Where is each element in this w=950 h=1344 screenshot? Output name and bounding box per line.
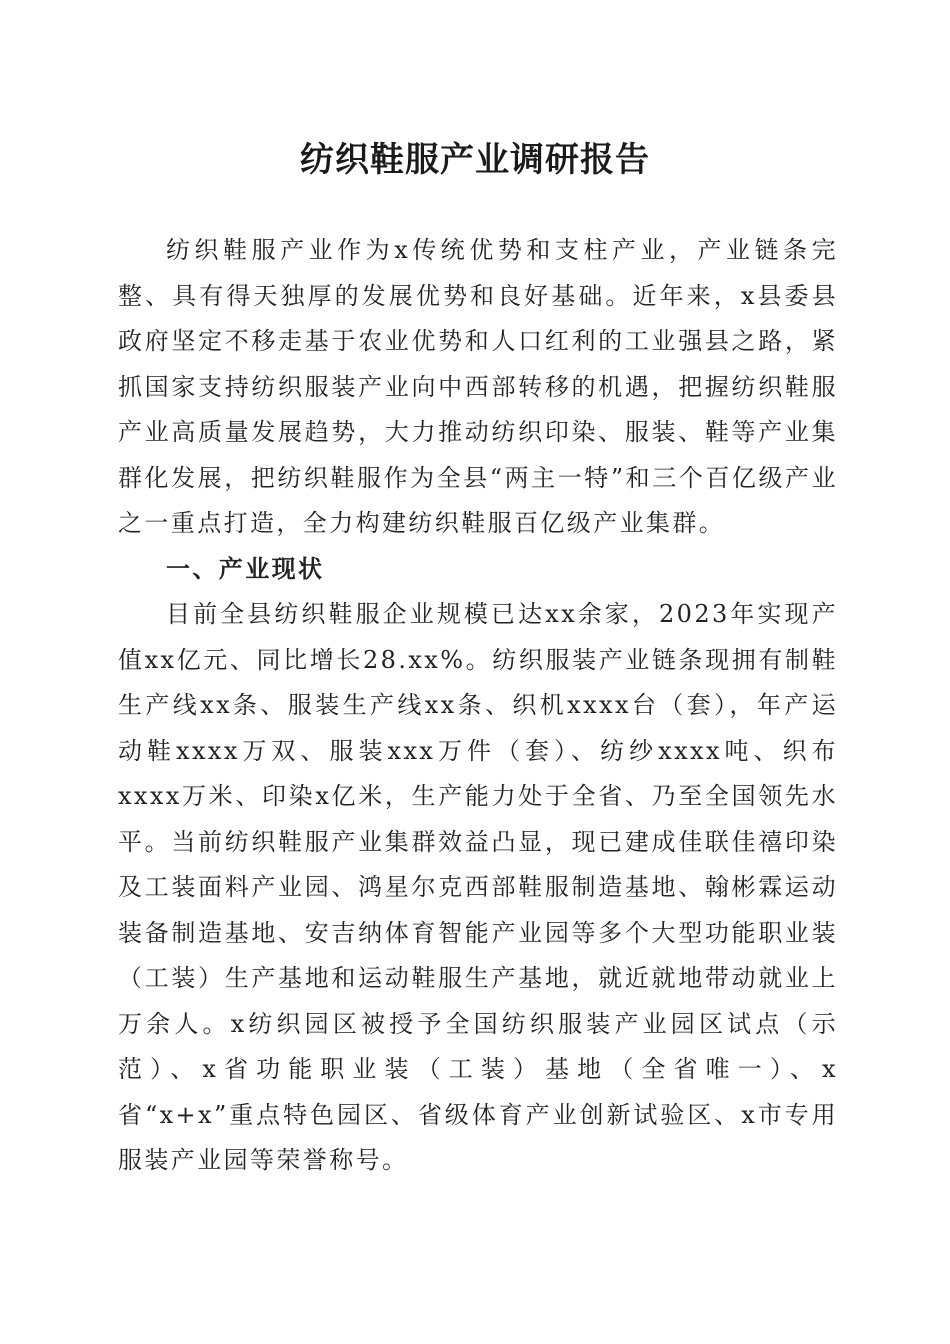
document-body [118, 228, 838, 1184]
intro-paragraph: 纺织鞋服产业作为x传统优势和支柱产业，产业链条完整、具有得天独厚的发展优势和良好基础。近年来，x县委县政府坚定不移走基于农业优势和人口红利的工业强县之路，紧抓国家支持纺织服装产业向中西部转移的机遇，把握纺织鞋服产业高质量发展趋势，大力推动纺织印染、服装、鞋等产业集群化发展，把纺织鞋服作为全县“两主一特”和三个百亿级产业之一重点打造，全力构建纺织鞋服百亿级产业集群。 [118, 236, 838, 537]
section-heading: 一、产业现状 [166, 554, 325, 583]
section-paragraph: 目前全县纺织鞋服企业规模已达xx余家，2023年实现产值xx亿元、同比增长28.xx%。纺织服装产业链条现拥有制鞋生产线xx条、服装生产线xx条、织机xxxx台（套），年产运动鞋xxxx万双、服装xxx万件（套）、纺纱xxxx吨、织布xxxx万米、印染x亿米，生产能力处于全省、乃至全国领先水平。当前纺织鞋服产业集群效益凸显，现已建成佳联佳禧印染及工装面料产业园、鸿星尔克西部鞋服制造基地、翰彬霖运动装备制造基地、安吉纳体育智能产业园等多个大型功能职业装（工装）生产基地和运动鞋服生产基地，就近就地带动就业上万余人。x纺织园区被授予全国纺织服装产业园区试点（示范）、x省功能职业装（工装）基地（全省唯一）、x省“x+x”重点特色园区、省级体育产业创新试验区、x市专用服装产业园等荣誉称号。 [118, 600, 838, 1174]
document-title: 纺织鞋服产业调研报告 [300, 140, 650, 180]
